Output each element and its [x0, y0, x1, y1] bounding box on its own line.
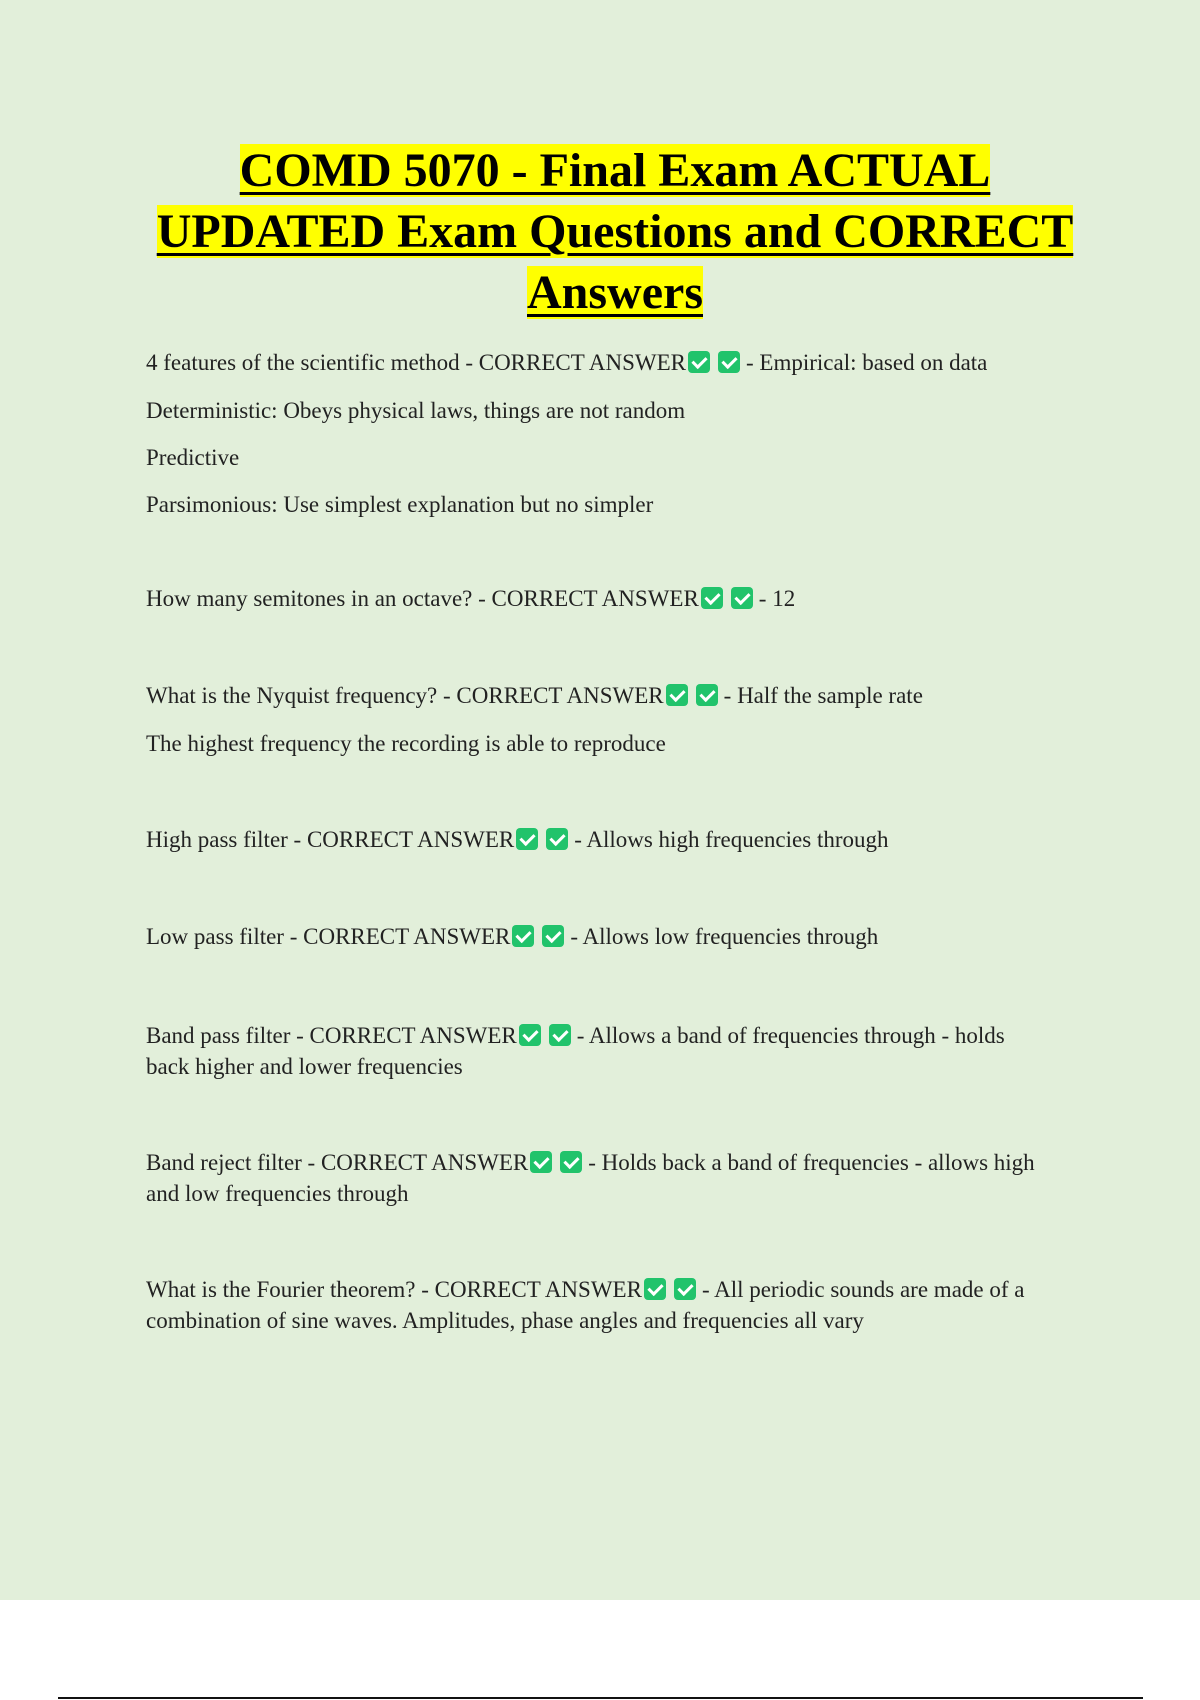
check-box-icon — [666, 684, 688, 706]
answer-text: - Half the sample rate — [723, 683, 923, 708]
qa-line — [146, 824, 1096, 855]
qa-entry — [146, 921, 1096, 952]
question-text: High pass filter - CORRECT ANSWER — [146, 827, 515, 852]
check-box-icon — [549, 1024, 571, 1046]
qa-entry — [146, 824, 1096, 855]
check-box-icon — [688, 351, 710, 373]
qa-entry — [146, 347, 1096, 520]
title-line-2: UPDATED Exam Questions and CORRECT — [156, 205, 1074, 258]
check-box-icon — [644, 1278, 666, 1300]
qa-line — [146, 1274, 1096, 1305]
qa-line — [146, 921, 1096, 952]
answer-text: - Holds back a band of frequencies - allows high — [588, 1150, 1035, 1175]
answer-text: - Empirical: based on data — [745, 350, 988, 375]
qa-line — [146, 583, 1096, 614]
answer-extra-line: and low frequencies through — [146, 1181, 409, 1206]
answer-text: - 12 — [758, 586, 796, 611]
qa-line — [146, 1147, 1096, 1178]
answer-extra-line: Parsimonious: Use simplest explanation but no simpler — [146, 492, 654, 517]
question-text: Low pass filter - CORRECT ANSWER — [146, 924, 511, 949]
check-box-icon — [519, 1024, 541, 1046]
question-text: What is the Fourier theorem? - CORRECT ANSWER — [146, 1277, 642, 1302]
qa-entry — [146, 1147, 1096, 1209]
check-box-icon — [674, 1278, 696, 1300]
check-box-icon — [546, 828, 568, 850]
answer-text: - All periodic sounds are made of a — [701, 1277, 1025, 1302]
qa-line — [146, 1020, 1096, 1051]
qa-line — [146, 347, 1096, 378]
answer-extra-line: back higher and lower frequencies — [146, 1054, 463, 1079]
qa-line — [146, 680, 1096, 711]
check-box-icon — [718, 351, 740, 373]
answer-text: - Allows high frequencies through — [574, 827, 889, 852]
check-box-icon — [516, 828, 538, 850]
check-box-icon — [530, 1151, 552, 1173]
answer-text: - Allows low frequencies through — [570, 924, 879, 949]
answer-extra-line: The highest frequency the recording is able to reproduce — [146, 731, 666, 756]
question-text: Band pass filter - CORRECT ANSWER — [146, 1023, 517, 1048]
title-line-1: COMD 5070 - Final Exam ACTUAL — [239, 144, 991, 197]
answer-extra-line: Deterministic: Obeys physical laws, things are not random — [146, 398, 686, 423]
question-text: How many semitones in an octave? - CORRECT ANSWER — [146, 586, 699, 611]
answer-extra-line: combination of sine waves. Amplitudes, phase angles and frequencies all vary — [146, 1308, 864, 1333]
answer-text: - Allows a band of frequencies through - holds — [576, 1023, 1005, 1048]
answer-extra-line: Predictive — [146, 445, 240, 470]
question-text: 4 features of the scientific method - CORRECT ANSWER — [146, 350, 686, 375]
check-box-icon — [542, 925, 564, 947]
page-divider — [58, 1697, 1143, 1699]
check-box-icon — [696, 684, 718, 706]
qa-entry — [146, 680, 1096, 759]
document-title — [140, 140, 1090, 323]
question-text: What is the Nyquist frequency? - CORRECT ANSWER — [146, 683, 664, 708]
qa-entry — [146, 583, 1096, 614]
check-box-icon — [512, 925, 534, 947]
check-box-icon — [701, 587, 723, 609]
check-box-icon — [560, 1151, 582, 1173]
qa-entry — [146, 1020, 1096, 1082]
check-box-icon — [731, 587, 753, 609]
qa-entry — [146, 1274, 1096, 1336]
question-text: Band reject filter - CORRECT ANSWER — [146, 1150, 529, 1175]
title-line-3: Answers — [527, 266, 703, 319]
